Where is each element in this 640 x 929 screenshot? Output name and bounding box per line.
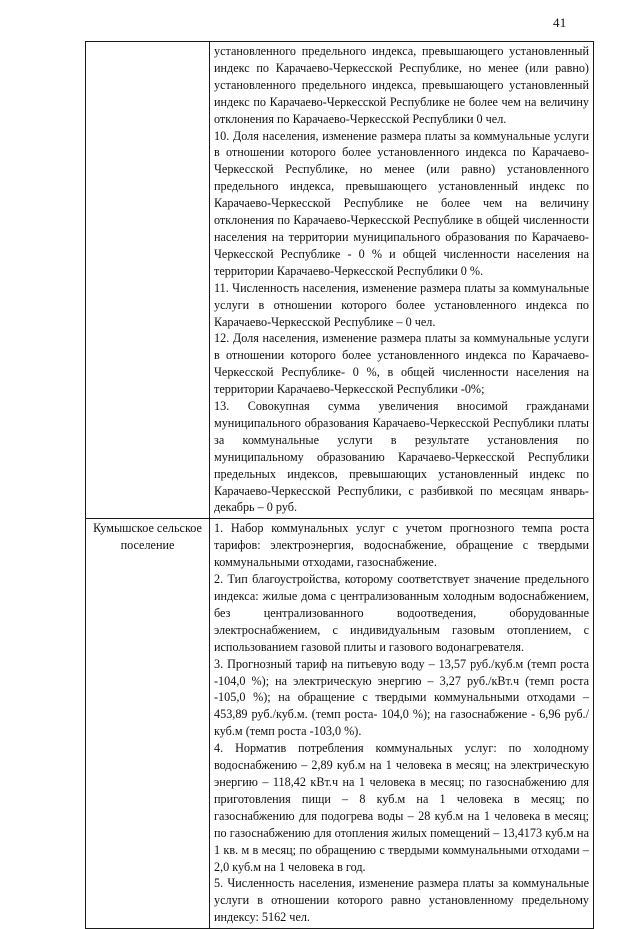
table-row-kumysh xyxy=(86,519,594,929)
indicator-paragraph: 3. Прогнозный тариф на питьевую воду – 13,57 руб./куб.м (темп роста -104,0 %); на электрическую энергию – 3,27 руб./кВт.ч (темп роста -105,0 %); на обращение с твердыми коммунальными отходами – 453,89 руб./куб.м. (темп роста- 104,0 %); на газоснабжение - 6,96 руб./куб.м (темп роста -103,0 %). xyxy=(214,656,589,739)
indicators-table xyxy=(85,41,594,929)
indicator-paragraph: 2. Тип благоустройства, которому соответствует значение предельного индекса: жилые дома с централизованным холодным водоснабжением, без централизованного водоотведения, оборудованные электроснабжением, с индивидуальным газовым отоплением, с использованием газовой плиты и газового водонагревателя. xyxy=(214,572,589,654)
indicators-cell xyxy=(210,42,594,519)
indicator-paragraph: 12. Доля населения, изменение размера платы за коммунальные услуги в отношении которого более установленного индекса по Карачаево-Черкесской Республике- 0 %, в общей численности населения на территории Карачаево-Черкесской Республики -0%; xyxy=(214,331,589,397)
settlement-name: Кумышское сельское поселение xyxy=(93,521,202,553)
page-number: 41 xyxy=(553,15,567,30)
indicator-paragraph: 11. Численность населения, изменение размера платы за коммунальные услуги в отношении которого более установленного индекса по Карачаево-Черкесской Республике – 0 чел. xyxy=(214,280,589,329)
indicator-paragraph: установленного предельного индекса, превышающего установленный индекс по Карачаево-Черкесской Республике, но менее (или равно) установленного предельного индекса, превышающего установленный индекс по Карачаево-Черкесской Республике не более чем на величину отклонения по Карачаево-Черкесской Республики 0 чел. xyxy=(214,44,589,126)
indicator-paragraph: 4. Норматив потребления коммунальных услуг: по холодному водоснабжению – 2,89 куб.м на 1 человека в месяц; на электрическую энергию – 118,42 кВт.ч на 1 человека в месяц; по газоснабжению для приготовления пищи – 8 куб.м на 1 человека в месяц; по газоснабжению для подогрева воды – 28 куб.м на 1 человека в месяц; по газоснабжению для отопления жилых помещений – 13,4173 куб.м на 1 кв. м в месяц; по обращению с твердыми коммунальными отходами – 2,0 куб.м на 1 человека в год. xyxy=(214,741,589,874)
indicator-paragraph: 5. Численность населения, изменение размера платы за коммунальные услуги в отношении которого равно установленному предельному индексу: 5162 чел. xyxy=(214,876,589,925)
settlement-cell-empty xyxy=(86,42,210,519)
indicator-paragraph: 10. Доля населения, изменение размера платы за коммунальные услуги в отношении которого более установленного индекса по Карачаево-Черкесской Республике, но менее (или равно) установленного предельного индекса, превышающего установленный индекс по Карачаево-Черкесской Республике не более чем на величину отклонения по Карачаево-Черкесской Республике в общей численности населения на территории муниципального образования по Карачаево-Черкесской Республике - 0 % и общей численности населения на территории Карачаево-Черкесской Республики 0 %. xyxy=(214,128,589,278)
indicator-paragraph: 1. Набор коммунальных услуг с учетом прогнозного темпа роста тарифов: электроэнергия, водоснабжение, обращение с твердыми коммунальными отходами, газоснабжение. xyxy=(214,521,589,570)
indicator-paragraph: 13. Совокупная сумма увеличения вносимой гражданами муниципального образования Карачаево-Черкесской Республики платы за коммунальные услуги в результате установления по муниципальному образованию Карачаево-Черкесской Республики предельных индексов, превышающих установленный индекс по Карачаево-Черкесской Республики, с разбивкой по месяцам январь-декабрь – 0 руб. xyxy=(214,399,589,515)
settlement-cell xyxy=(86,519,210,929)
table-row-continuation xyxy=(86,42,594,519)
indicators-cell xyxy=(210,519,594,929)
